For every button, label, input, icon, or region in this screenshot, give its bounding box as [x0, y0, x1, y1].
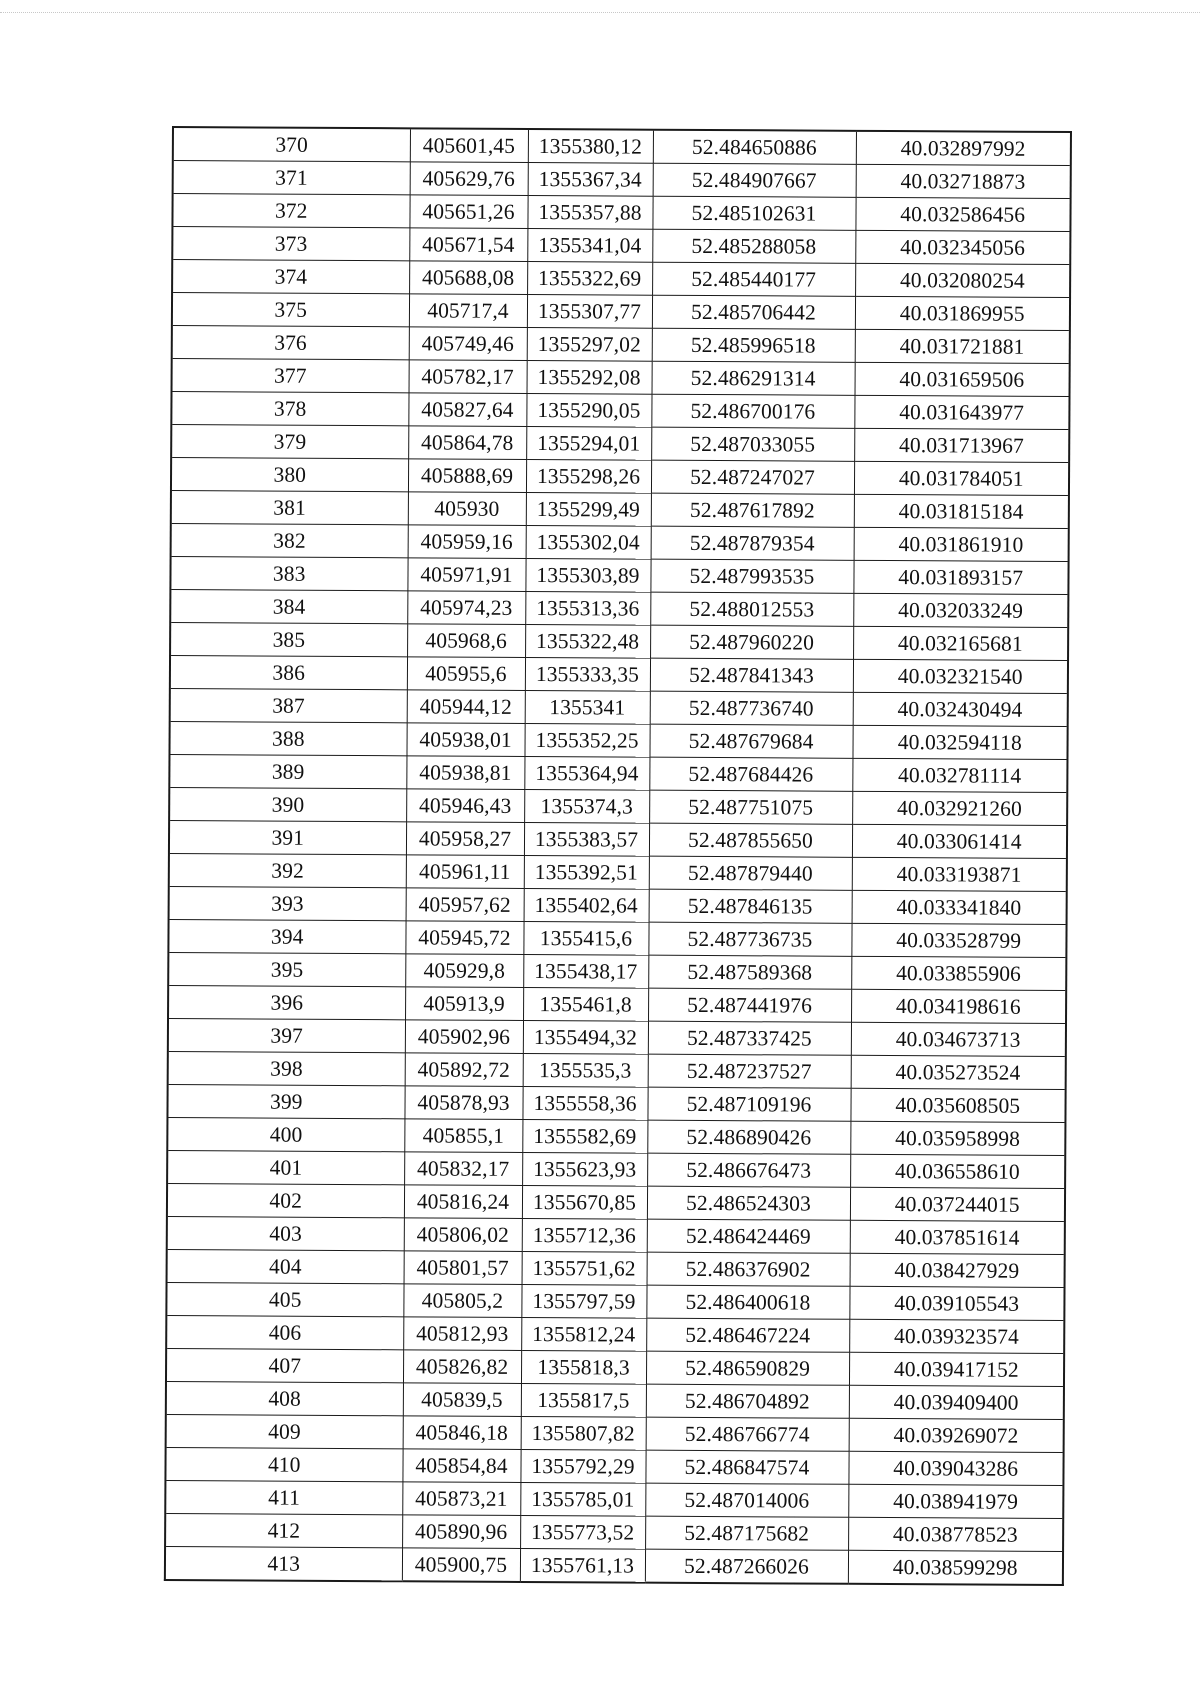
table-row	[172, 359, 1070, 397]
table-row	[166, 1315, 1064, 1353]
longitude-cell: 40.032897992	[856, 131, 1071, 166]
table-row	[165, 1447, 1063, 1485]
table-row	[167, 1117, 1065, 1155]
table-row	[168, 1051, 1066, 1089]
point-number-cell: 396	[168, 985, 405, 1019]
y-coordinate-cell: 1355357,88	[527, 195, 652, 229]
x-coordinate-cell: 405688,08	[409, 261, 527, 295]
table-row	[171, 425, 1069, 463]
latitude-cell: 52.486376902	[647, 1252, 850, 1286]
y-coordinate-cell: 1355341,04	[527, 228, 652, 262]
x-coordinate-cell: 405955,6	[407, 657, 525, 691]
y-coordinate-cell: 1355494,32	[523, 1020, 648, 1054]
y-coordinate-cell: 1355322,69	[527, 261, 652, 295]
point-number-cell: 378	[171, 392, 408, 426]
x-coordinate-cell: 405827,64	[408, 393, 526, 427]
latitude-cell: 52.486676473	[647, 1153, 850, 1187]
y-coordinate-cell: 1355383,57	[524, 822, 649, 856]
table-row	[171, 458, 1069, 496]
point-number-cell: 403	[167, 1216, 404, 1250]
y-coordinate-cell: 1355374,3	[524, 789, 649, 823]
longitude-cell: 40.031815184	[854, 494, 1069, 528]
x-coordinate-cell: 405812,93	[403, 1317, 521, 1351]
longitude-cell: 40.038427929	[850, 1253, 1065, 1287]
x-coordinate-cell: 405938,01	[406, 723, 524, 757]
latitude-cell: 52.487879440	[649, 856, 852, 890]
table-row	[168, 985, 1066, 1023]
longitude-cell: 40.032345056	[855, 230, 1070, 264]
y-coordinate-cell: 1355535,3	[523, 1053, 648, 1087]
x-coordinate-cell: 405749,46	[409, 327, 527, 361]
point-number-cell: 407	[166, 1348, 403, 1382]
x-coordinate-cell: 405974,23	[407, 591, 525, 625]
point-number-cell: 406	[166, 1315, 403, 1349]
longitude-cell: 40.033061414	[852, 824, 1067, 858]
y-coordinate-cell: 1355807,82	[521, 1416, 646, 1450]
longitude-cell: 40.032718873	[856, 164, 1071, 198]
latitude-cell: 52.486467224	[646, 1318, 849, 1352]
latitude-cell: 52.487879354	[651, 526, 854, 560]
x-coordinate-cell: 405930	[408, 492, 526, 526]
table-row	[167, 1183, 1065, 1221]
y-coordinate-cell: 1355670,85	[522, 1185, 647, 1219]
longitude-cell: 40.033341840	[852, 890, 1067, 924]
scan-top-edge	[0, 12, 1200, 13]
x-coordinate-cell: 405805,2	[403, 1284, 521, 1318]
x-coordinate-cell: 405832,17	[404, 1152, 522, 1186]
x-coordinate-cell: 405801,57	[404, 1251, 522, 1285]
longitude-cell: 40.032321540	[853, 659, 1068, 693]
table-row	[166, 1381, 1064, 1419]
coordinates-table-body	[165, 127, 1071, 1585]
longitude-cell: 40.034198616	[851, 989, 1066, 1023]
latitude-cell: 52.486704892	[646, 1384, 849, 1418]
y-coordinate-cell: 1355817,5	[521, 1383, 646, 1417]
x-coordinate-cell: 405864,78	[408, 426, 526, 460]
point-number-cell: 376	[172, 326, 409, 360]
point-number-cell: 383	[170, 556, 407, 590]
x-coordinate-cell: 405878,93	[404, 1086, 522, 1120]
x-coordinate-cell: 405651,26	[409, 195, 527, 229]
latitude-cell: 52.487175682	[645, 1516, 848, 1550]
latitude-cell: 52.487266026	[645, 1549, 848, 1584]
table-row	[166, 1282, 1064, 1320]
longitude-cell: 40.039417152	[849, 1352, 1064, 1386]
latitude-cell: 52.487337425	[648, 1021, 851, 1055]
x-coordinate-cell: 405839,5	[403, 1383, 521, 1417]
longitude-cell: 40.032781114	[852, 758, 1067, 792]
y-coordinate-cell: 1355290,05	[526, 393, 651, 427]
longitude-cell: 40.031659506	[855, 362, 1070, 396]
table-row	[169, 754, 1067, 792]
y-coordinate-cell: 1355297,02	[527, 327, 652, 361]
longitude-cell: 40.031713967	[854, 428, 1069, 462]
y-coordinate-cell: 1355438,17	[523, 954, 648, 988]
table-row	[167, 1150, 1065, 1188]
longitude-cell: 40.032430494	[853, 692, 1068, 726]
point-number-cell: 400	[167, 1117, 404, 1151]
latitude-cell: 52.484907667	[653, 163, 856, 197]
table-row	[165, 1546, 1063, 1585]
latitude-cell: 52.486424469	[647, 1219, 850, 1253]
point-number-cell: 387	[170, 688, 407, 722]
latitude-cell: 52.487960220	[650, 625, 853, 659]
latitude-cell: 52.488012553	[650, 592, 853, 626]
x-coordinate-cell: 405961,11	[406, 855, 524, 889]
longitude-cell: 40.031721881	[855, 329, 1070, 363]
latitude-cell: 52.484650886	[653, 130, 856, 165]
point-number-cell: 402	[167, 1183, 404, 1217]
table-row	[167, 1216, 1065, 1254]
longitude-cell: 40.032033249	[853, 593, 1068, 627]
table-row	[171, 490, 1069, 528]
longitude-cell: 40.037244015	[850, 1187, 1065, 1221]
table-row	[165, 1480, 1063, 1518]
latitude-cell: 52.487617892	[651, 493, 854, 527]
latitude-cell: 52.487736735	[648, 922, 851, 956]
latitude-cell: 52.487237527	[648, 1054, 851, 1088]
x-coordinate-cell: 405902,96	[405, 1020, 523, 1054]
table-row	[168, 952, 1066, 990]
x-coordinate-cell: 405629,76	[410, 162, 528, 196]
longitude-cell: 40.032594118	[852, 725, 1067, 759]
x-coordinate-cell: 405826,82	[403, 1350, 521, 1384]
x-coordinate-cell: 405945,72	[405, 921, 523, 955]
point-number-cell: 399	[167, 1084, 404, 1118]
latitude-cell: 52.487014006	[645, 1483, 848, 1517]
latitude-cell: 52.485706442	[652, 295, 855, 329]
point-number-cell: 404	[167, 1249, 404, 1283]
table-row	[169, 721, 1067, 759]
point-number-cell: 386	[170, 655, 407, 689]
y-coordinate-cell: 1355380,12	[528, 129, 653, 163]
x-coordinate-cell: 405816,24	[404, 1185, 522, 1219]
x-coordinate-cell: 405900,75	[402, 1548, 520, 1582]
point-number-cell: 411	[165, 1480, 402, 1514]
y-coordinate-cell: 1355558,36	[522, 1086, 647, 1120]
table-row	[169, 820, 1067, 858]
x-coordinate-cell: 405958,27	[406, 822, 524, 856]
point-number-cell: 395	[168, 952, 405, 986]
y-coordinate-cell: 1355773,52	[520, 1515, 645, 1549]
y-coordinate-cell: 1355302,04	[526, 525, 651, 559]
latitude-cell: 52.487993535	[650, 559, 853, 593]
latitude-cell: 52.487751075	[649, 790, 852, 824]
point-number-cell: 392	[169, 853, 406, 887]
y-coordinate-cell: 1355785,01	[520, 1482, 645, 1516]
table-row	[171, 523, 1069, 561]
point-number-cell: 408	[166, 1381, 403, 1415]
x-coordinate-cell: 405938,81	[406, 756, 524, 790]
point-number-cell: 380	[171, 458, 408, 492]
y-coordinate-cell: 1355303,89	[525, 558, 650, 592]
latitude-cell: 52.487247027	[651, 460, 854, 494]
y-coordinate-cell: 1355341	[525, 690, 650, 724]
y-coordinate-cell: 1355322,48	[525, 624, 650, 658]
x-coordinate-cell: 405968,6	[407, 624, 525, 658]
y-coordinate-cell: 1355292,08	[527, 360, 652, 394]
latitude-cell: 52.487589368	[648, 955, 851, 989]
y-coordinate-cell: 1355812,24	[521, 1317, 646, 1351]
latitude-cell: 52.487736740	[650, 691, 853, 725]
longitude-cell: 40.032080254	[855, 263, 1070, 297]
latitude-cell: 52.486291314	[652, 361, 855, 395]
y-coordinate-cell: 1355402,64	[524, 888, 649, 922]
point-number-cell: 394	[168, 919, 405, 953]
latitude-cell: 52.487679684	[649, 724, 852, 758]
latitude-cell: 52.487846135	[649, 889, 852, 923]
longitude-cell: 40.038778523	[848, 1517, 1063, 1551]
point-number-cell: 409	[166, 1414, 403, 1448]
latitude-cell: 52.486400618	[646, 1285, 849, 1319]
point-number-cell: 381	[171, 490, 408, 524]
latitude-cell: 52.485288058	[652, 229, 855, 263]
point-number-cell: 388	[169, 721, 406, 755]
latitude-cell: 52.485440177	[652, 262, 855, 296]
x-coordinate-cell: 405717,4	[409, 294, 527, 328]
coordinates-table	[164, 126, 1072, 1586]
latitude-cell: 52.486766774	[646, 1417, 849, 1451]
table-row	[173, 161, 1071, 199]
y-coordinate-cell: 1355294,01	[526, 426, 651, 460]
longitude-cell: 40.038599298	[848, 1550, 1063, 1585]
x-coordinate-cell: 405890,96	[402, 1515, 520, 1549]
y-coordinate-cell: 1355307,77	[527, 294, 652, 328]
latitude-cell: 52.486890426	[647, 1120, 850, 1154]
x-coordinate-cell: 405782,17	[409, 360, 527, 394]
y-coordinate-cell: 1355313,36	[525, 591, 650, 625]
latitude-cell: 52.487033055	[651, 427, 854, 461]
longitude-cell: 40.033193871	[852, 857, 1067, 891]
table-row	[170, 655, 1068, 693]
longitude-cell: 40.035608505	[850, 1088, 1065, 1122]
x-coordinate-cell: 405854,84	[402, 1449, 520, 1483]
point-number-cell: 412	[165, 1513, 402, 1547]
table-row	[167, 1084, 1065, 1122]
table-row	[172, 194, 1070, 232]
point-number-cell: 384	[170, 589, 407, 623]
x-coordinate-cell: 405601,45	[410, 128, 528, 162]
latitude-cell: 52.486700176	[651, 394, 854, 428]
table-row	[168, 1018, 1066, 1056]
table-row	[170, 688, 1068, 726]
point-number-cell: 393	[169, 886, 406, 920]
y-coordinate-cell: 1355299,49	[526, 492, 651, 526]
y-coordinate-cell: 1355712,36	[522, 1218, 647, 1252]
y-coordinate-cell: 1355298,26	[526, 459, 651, 493]
table-row	[169, 787, 1067, 825]
point-number-cell: 371	[173, 161, 410, 195]
x-coordinate-cell: 405946,43	[406, 789, 524, 823]
table-row	[170, 622, 1068, 660]
point-number-cell: 390	[169, 787, 406, 821]
point-number-cell: 375	[172, 293, 409, 327]
longitude-cell: 40.032586456	[855, 197, 1070, 231]
table-row	[169, 853, 1067, 891]
point-number-cell: 397	[168, 1018, 405, 1052]
longitude-cell: 40.034673713	[851, 1022, 1066, 1056]
x-coordinate-cell: 405944,12	[407, 690, 525, 724]
table-row	[172, 227, 1070, 265]
table-row	[165, 1513, 1063, 1551]
longitude-cell: 40.032921260	[852, 791, 1067, 825]
x-coordinate-cell: 405855,1	[404, 1119, 522, 1153]
y-coordinate-cell: 1355352,25	[524, 723, 649, 757]
x-coordinate-cell: 405971,91	[407, 558, 525, 592]
longitude-cell: 40.037851614	[850, 1220, 1065, 1254]
longitude-cell: 40.039269072	[849, 1418, 1064, 1452]
longitude-cell: 40.033855906	[851, 956, 1066, 990]
y-coordinate-cell: 1355761,13	[520, 1548, 645, 1582]
longitude-cell: 40.032165681	[853, 626, 1068, 660]
longitude-cell: 40.031869955	[855, 296, 1070, 330]
x-coordinate-cell: 405671,54	[409, 228, 527, 262]
longitude-cell: 40.039043286	[848, 1451, 1063, 1485]
latitude-cell: 52.486590829	[646, 1351, 849, 1385]
longitude-cell: 40.031893157	[853, 560, 1068, 594]
table-row	[173, 127, 1071, 166]
table-row	[172, 326, 1070, 364]
point-number-cell: 374	[172, 260, 409, 294]
y-coordinate-cell: 1355392,51	[524, 855, 649, 889]
longitude-cell: 40.039409400	[849, 1385, 1064, 1419]
longitude-cell: 40.033528799	[851, 923, 1066, 957]
y-coordinate-cell: 1355333,35	[525, 657, 650, 691]
point-number-cell: 379	[171, 425, 408, 459]
latitude-cell: 52.487441976	[648, 988, 851, 1022]
table-row	[166, 1414, 1064, 1452]
x-coordinate-cell: 405892,72	[405, 1053, 523, 1087]
latitude-cell: 52.485996518	[652, 328, 855, 362]
x-coordinate-cell: 405888,69	[408, 459, 526, 493]
latitude-cell: 52.487841343	[650, 658, 853, 692]
table-row	[169, 886, 1067, 924]
point-number-cell: 377	[172, 359, 409, 393]
y-coordinate-cell: 1355797,59	[521, 1284, 646, 1318]
point-number-cell: 385	[170, 622, 407, 656]
table-row	[166, 1348, 1064, 1386]
x-coordinate-cell: 405957,62	[406, 888, 524, 922]
y-coordinate-cell: 1355792,29	[520, 1449, 645, 1483]
y-coordinate-cell: 1355818,3	[521, 1350, 646, 1384]
latitude-cell: 52.487109196	[647, 1087, 850, 1121]
longitude-cell: 40.039105543	[849, 1286, 1064, 1320]
x-coordinate-cell: 405913,9	[405, 987, 523, 1021]
table-row	[170, 589, 1068, 627]
latitude-cell: 52.487684426	[649, 757, 852, 791]
point-number-cell: 370	[173, 127, 410, 162]
y-coordinate-cell: 1355582,69	[522, 1119, 647, 1153]
longitude-cell: 40.031784051	[854, 461, 1069, 495]
point-number-cell: 389	[169, 754, 406, 788]
point-number-cell: 413	[165, 1546, 402, 1581]
x-coordinate-cell: 405806,02	[404, 1218, 522, 1252]
y-coordinate-cell: 1355461,8	[523, 987, 648, 1021]
table-row	[168, 919, 1066, 957]
latitude-cell: 52.487855650	[649, 823, 852, 857]
y-coordinate-cell: 1355751,62	[522, 1251, 647, 1285]
latitude-cell: 52.486847574	[645, 1450, 848, 1484]
table-row	[172, 293, 1070, 331]
point-number-cell: 405	[166, 1282, 403, 1316]
point-number-cell: 410	[165, 1447, 402, 1481]
point-number-cell: 391	[169, 820, 406, 854]
latitude-cell: 52.485102631	[652, 196, 855, 230]
longitude-cell: 40.038941979	[848, 1484, 1063, 1518]
longitude-cell: 40.035958998	[850, 1121, 1065, 1155]
point-number-cell: 398	[168, 1051, 405, 1085]
x-coordinate-cell: 405873,21	[402, 1482, 520, 1516]
y-coordinate-cell: 1355623,93	[522, 1152, 647, 1186]
table-row	[170, 556, 1068, 594]
table-row	[171, 392, 1069, 430]
longitude-cell: 40.036558610	[850, 1154, 1065, 1188]
longitude-cell: 40.031643977	[854, 395, 1069, 429]
table-row	[167, 1249, 1065, 1287]
point-number-cell: 401	[167, 1150, 404, 1184]
point-number-cell: 382	[171, 523, 408, 557]
y-coordinate-cell: 1355364,94	[524, 756, 649, 790]
y-coordinate-cell: 1355415,6	[523, 921, 648, 955]
y-coordinate-cell: 1355367,34	[528, 162, 653, 196]
longitude-cell: 40.035273524	[851, 1055, 1066, 1089]
longitude-cell: 40.031861910	[854, 527, 1069, 561]
x-coordinate-cell: 405959,16	[408, 525, 526, 559]
latitude-cell: 52.486524303	[647, 1186, 850, 1220]
x-coordinate-cell: 405929,8	[405, 954, 523, 988]
longitude-cell: 40.039323574	[849, 1319, 1064, 1353]
point-number-cell: 372	[172, 194, 409, 228]
table-row	[172, 260, 1070, 298]
x-coordinate-cell: 405846,18	[403, 1416, 521, 1450]
point-number-cell: 373	[172, 227, 409, 261]
